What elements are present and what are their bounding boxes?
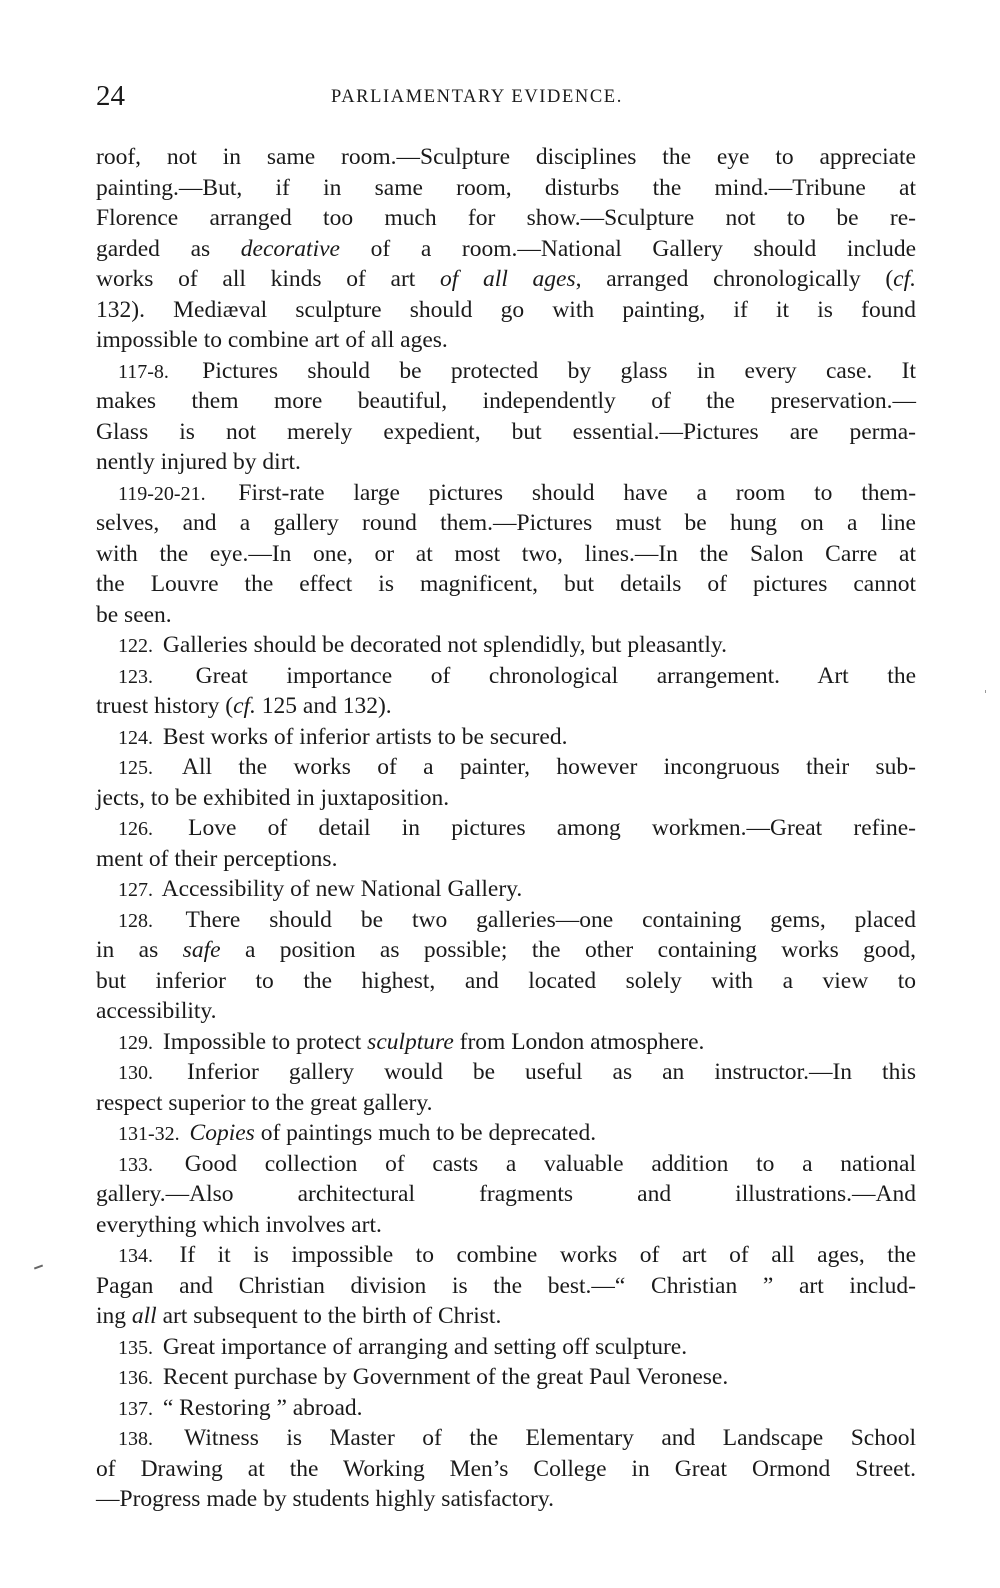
paragraph-number: 119-20-21. xyxy=(118,482,206,505)
paragraph-number: 133. xyxy=(118,1153,153,1176)
italic-term: cf. xyxy=(893,266,916,292)
text-line: —Progress made by students highly satisfactory. xyxy=(96,1486,554,1512)
text-line: truest history (cf. 125 and 132). xyxy=(96,693,392,719)
text-line: garded as decorative of a room.—National Gallery should include xyxy=(96,235,917,262)
text-line: accessibility. xyxy=(96,998,217,1024)
text-line: roof, not in same room.—Sculpture disciplines the eye to appreciate xyxy=(96,144,916,170)
text-line: but inferior to the highest, and located solely with a view to xyxy=(96,967,916,994)
paragraph-number: 138. xyxy=(118,1428,153,1450)
book-page xyxy=(96,72,917,1512)
paragraph-number: 126. xyxy=(118,818,153,840)
text-line: Glass is not merely expedient, but essential.—Pictures are perma- xyxy=(96,418,916,445)
paragraph-start: 119-20-21. First-rate large pictures should have a room to them- xyxy=(118,479,917,506)
paragraph-number: 123. xyxy=(118,665,153,688)
scan-artifact-dot xyxy=(985,690,986,693)
text-line: Florence arranged too much for show.—Sculpture not to be re- xyxy=(96,205,916,231)
text-line: of Drawing at the Working Men’s College in Great Ormond Street. xyxy=(96,1455,916,1482)
italic-term: of all ages xyxy=(440,266,576,292)
paragraph-start: 123. Great importance of chronological arrangement. Art the xyxy=(118,662,917,689)
paragraph-start: 135. Great importance of arranging and setting off sculpture. xyxy=(118,1333,688,1360)
paragraph-start: 125. All the works of a painter, however incongruous their sub- xyxy=(118,754,916,780)
italic-term: Copies xyxy=(189,1120,255,1146)
text-line: makes them more beautiful, independently of the preservation.— xyxy=(96,388,916,414)
body-text xyxy=(96,142,916,1515)
text-line: everything which involves art. xyxy=(96,1211,382,1238)
text-line: in as safe a position as possible; the other containing works good, xyxy=(96,937,916,963)
page-number: 24 xyxy=(96,80,125,112)
italic-term: decorative xyxy=(240,235,340,262)
text-line: the Louvre the effect is magnificent, but details of pictures cannot xyxy=(96,571,916,597)
paragraph-number: 134. xyxy=(118,1245,153,1267)
text-line: painting.—But, if in same room, disturbs the mind.—Tribune at xyxy=(96,174,916,201)
text-line: nently injured by dirt. xyxy=(96,449,301,475)
paragraph-number: 137. xyxy=(118,1397,153,1420)
paragraph-start: 117-8. Pictures should be protected by glass in every case. It xyxy=(118,357,917,384)
paragraph-start: 133. Good collection of casts a valuable addition to a national xyxy=(118,1150,917,1177)
paragraph-start: 127. Accessibility of new National Gallery. xyxy=(118,876,523,902)
text-line: jects, to be exhibited in juxtaposition. xyxy=(96,784,450,811)
paragraph-start: 138. Witness is Master of the Elementary and Landscape School xyxy=(118,1425,916,1451)
paragraph-start: 124. Best works of inferior artists to be secured. xyxy=(118,723,568,750)
paragraph-start: 122. Galleries should be decorated not splendidly, but pleasantly. xyxy=(118,632,727,658)
text-line: works of all kinds of art of all ages, arranged chronologically (cf. xyxy=(96,266,916,292)
scan-artifact-mark xyxy=(34,1265,43,1270)
text-line: impossible to combine art of all ages. xyxy=(96,327,448,353)
text-line: with the eye.—In one, or at most two, lines.—In the Salon Carre at xyxy=(96,540,916,567)
paragraph-number: 136. xyxy=(118,1367,153,1389)
paragraph-start: 128. There should be two galleries—one containing gems, placed xyxy=(118,906,916,933)
text-line: ment of their perceptions. xyxy=(96,845,338,872)
text-line: respect superior to the great gallery. xyxy=(96,1089,433,1116)
paragraph-start: 134. If it is impossible to combine works of art of all ages, the xyxy=(118,1242,916,1268)
italic-term: cf. xyxy=(233,693,256,719)
paragraph-start: 126. Love of detail in pictures among workmen.—Great refine- xyxy=(118,815,916,841)
paragraph-number: 124. xyxy=(118,726,153,749)
text-line: selves, and a gallery round them.—Pictures must be hung on a line xyxy=(96,510,916,536)
running-title: PARLIAMENTARY EVIDENCE. xyxy=(331,87,623,107)
paragraph-start: 131-32. Copies of paintings much to be deprecated. xyxy=(118,1120,597,1146)
paragraph-number: 131-32. xyxy=(118,1123,180,1145)
paragraph-number: 122. xyxy=(118,635,153,657)
paragraph-start: 136. Recent purchase by Government of the great Paul Veronese. xyxy=(118,1364,729,1390)
paragraph-number: 129. xyxy=(118,1031,153,1054)
text-line: ing all art subsequent to the birth of Christ. xyxy=(96,1303,502,1329)
paragraph-number: 135. xyxy=(118,1336,153,1359)
paragraph-number: 127. xyxy=(118,879,153,901)
text-line: Pagan and Christian division is the best.—“ Christian ” art includ- xyxy=(96,1272,916,1299)
paragraph-number: 130. xyxy=(118,1062,153,1084)
paragraph-number: 117-8. xyxy=(118,360,169,383)
running-head xyxy=(96,72,916,112)
paragraph-start: 129. Impossible to protect sculpture from London atmosphere. xyxy=(118,1028,705,1055)
text-line: be seen. xyxy=(96,601,172,628)
paragraph-number: 128. xyxy=(118,909,153,932)
italic-term: sculpture xyxy=(367,1028,454,1055)
text-line: gallery.—Also architectural fragments and illustrations.—And xyxy=(96,1181,916,1207)
text-line: 132). Mediæval sculpture should go with painting, if it is found xyxy=(96,296,916,323)
paragraph-number: 125. xyxy=(118,757,153,779)
italic-term: safe xyxy=(182,937,221,963)
paragraph-start: 130. Inferior gallery would be useful as an instructor.—In this xyxy=(118,1059,917,1085)
italic-term: all xyxy=(131,1303,157,1329)
paragraph-start: 137. “ Restoring ” abroad. xyxy=(118,1394,363,1421)
